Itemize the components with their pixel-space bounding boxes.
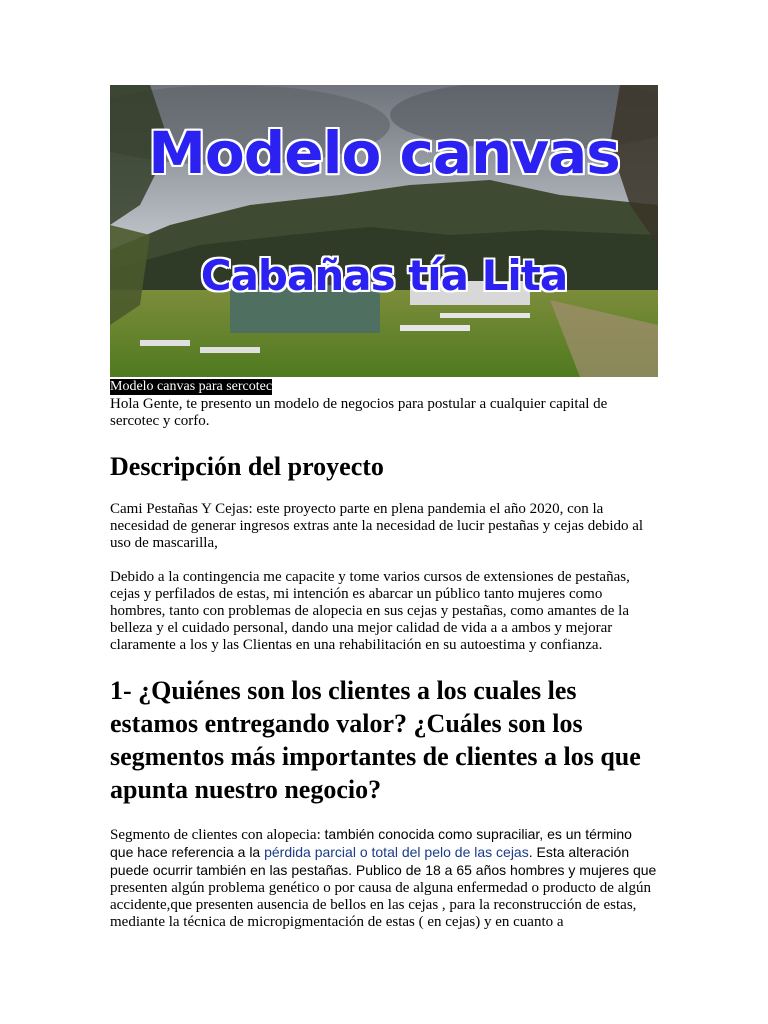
project-paragraph-2: Debido a la contingencia me capacite y tome varios cursos de extensiones de pestañas, cejas y perfilados de estas, mi intención es abarcar un público tanto mujeres como hombres, tanto con problemas de alopecia en sus cejas y pestañas, como amantes de la belleza y el cuidado personal, dando una mejor calidad de vida a a ambos y mejorar claramente a los y las Clientas en una rehabilitación en su autoestima y confianza. bbox=[110, 569, 630, 653]
eyebrow-loss-link[interactable]: pérdida parcial o total del pelo de las cejas bbox=[264, 844, 529, 860]
clients-detail-text: . Esta alteración puede ocurrir también en las pestañas. Publico de 18 a 65 años hombres y mujeres que bbox=[110, 844, 657, 878]
clients-paragraph bbox=[110, 826, 658, 931]
clients-definition-text: también conocida como supraciliar, es un término que hace referencia a la bbox=[110, 826, 632, 860]
hero-image bbox=[110, 85, 658, 377]
clients-lead-text: Segmento de clientes con alopecia: bbox=[110, 827, 325, 843]
intro-paragraph: Hola Gente, te presento un modelo de negocios para postular a cualquier capital de sercotec y corfo. bbox=[110, 396, 608, 429]
document-page bbox=[110, 85, 658, 931]
hero-title: Modelo canvas bbox=[148, 119, 620, 187]
hero-subtitle: Cabañas tía Lita bbox=[200, 251, 568, 300]
image-caption: Modelo canvas para sercotec bbox=[110, 379, 273, 394]
clients-question-heading: 1- ¿Quiénes son los clientes a los cuales les estamos entregando valor? ¿Cuáles son los segmentos más importantes de clientes a los que apunta nuestro negocio? bbox=[110, 676, 641, 804]
project-description-heading: Descripción del proyecto bbox=[110, 452, 384, 481]
clients-rest-text: presenten algún problema genético o por causa de alguna enfermedad o producto de algún accidente,que presenten ausencia de bellos en las cejas , para la reconstrucción de estas, mediante la técnica de micropigmentación de estas ( en cejas) y en cuanto a bbox=[110, 880, 652, 930]
project-paragraph-1: Cami Pestañas Y Cejas: este proyecto parte en plena pandemia el año 2020, con la necesidad de generar ingresos extras ante la necesidad de lucir pestañas y cejas debido al uso de mascarilla, bbox=[110, 501, 644, 551]
